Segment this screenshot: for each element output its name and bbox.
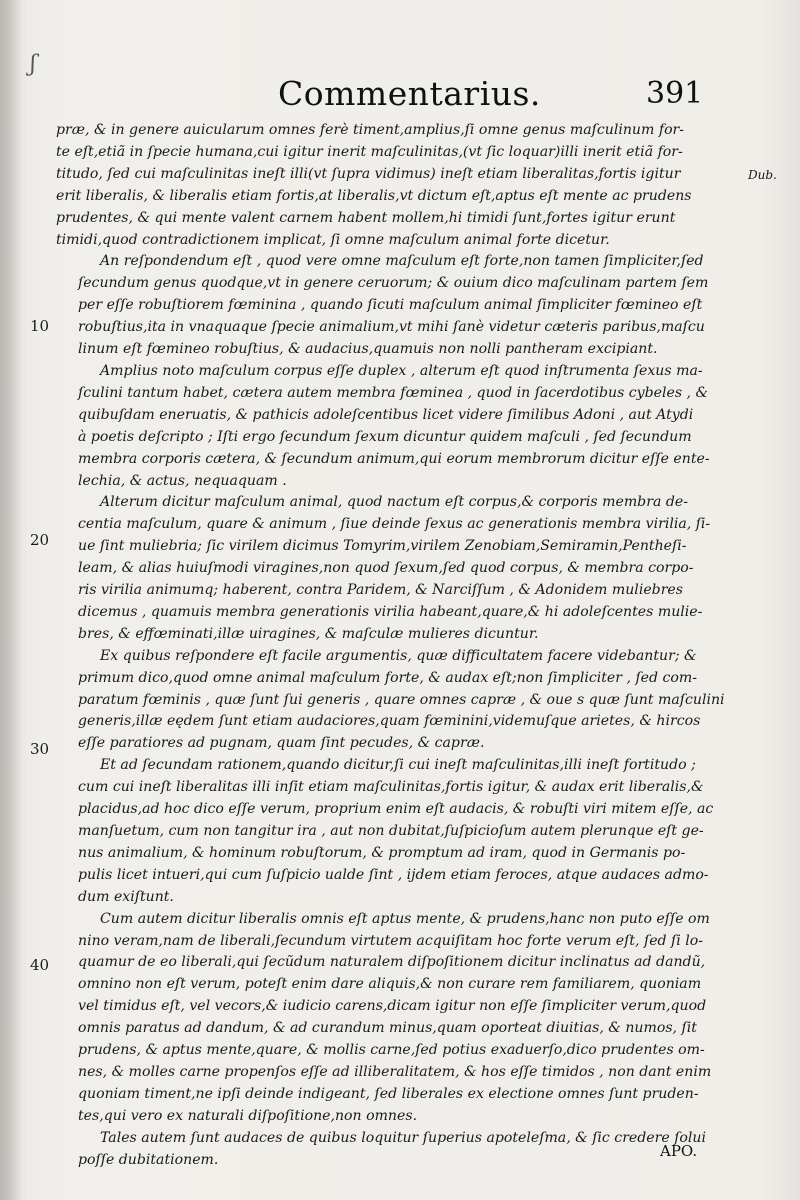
margin-line-number-40: 40 xyxy=(30,956,50,974)
text-line: Alterum dicitur maſculum animal, quod nactum eſt corpus,& corporis membra de- xyxy=(100,494,688,511)
text-line: bres, & effœminati,illæ uiragines, & maſculæ mulieres dicuntur. xyxy=(78,625,539,642)
text-line: omnis paratus ad dandum, & ad curandum minus,quam oporteat diuitias, & numos, ſit xyxy=(78,1020,697,1037)
paragraph xyxy=(56,755,744,908)
text-line: primum dico,quod omne animal maſculum forte, & audax eſt;non ſimpliciter , ſed com- xyxy=(78,669,698,686)
text-line: lechia, & actus, nequaquam . xyxy=(78,472,287,489)
text-line: timidi,quod contradictionem implicat, ſi omne maſculum animal forte dicetur. xyxy=(56,231,610,248)
text-line: nino veram,nam de liberali,ſecundum virtutem acquiſitam hoc forte verum eſt, ſed ſi lo- xyxy=(78,932,703,949)
paragraph xyxy=(56,361,744,492)
text-line: tes,qui vero ex naturali diſpoſitione,non omnes. xyxy=(78,1107,418,1124)
paragraph xyxy=(56,646,744,756)
text-line: leam, & alias huiuſmodi viragines,non quod ſexum,ſed quod corpus, & membra corpo- xyxy=(78,560,694,577)
corner-ink-mark: ʃ xyxy=(30,52,36,77)
text-line: Amplius noto maſculum corpus eſſe duplex , alterum eſt quod inſtrumenta ſexus ma- xyxy=(100,362,703,379)
text-line: nus animalium, & hominum robuſtorum, & promptum ad iram, quod in Germanis po- xyxy=(78,844,686,861)
margin-line-number-30: 30 xyxy=(30,740,50,758)
catchword: APO. xyxy=(660,1142,698,1160)
text-line: dum exiſtunt. xyxy=(78,888,174,905)
text-line: centia maſculum, quare & animum , ſiue deinde ſexus ac generationis membra virilia, ſi- xyxy=(78,516,711,533)
text-line: prudens, & aptus mente,quare, & mollis carne,ſed potius exaduerſo,dico prudentes om- xyxy=(78,1042,705,1059)
text-line: te eſt,etiã in ſpecie humana,cui igitur inerit maſculinitas,(vt ſic loquar)illi inerit etiã for- xyxy=(56,143,683,160)
text-line: ris virilia animumq; haberent, contra Paridem, & Narciſſum , & Adonidem muliebres xyxy=(78,582,683,599)
text-line: à poetis deſcripto ; Iſti ergo ſecundum ſexum dicuntur quidem maſculi , ſed ſecundum xyxy=(78,428,692,445)
text-line: præ, & in genere auicularum omnes ferè timent,amplius,ſi omne genus maſculinum for- xyxy=(56,122,685,138)
text-line: quamur de eo liberali,qui ſecũdum naturalem diſpoſitionem dicitur inclinatus ad dandũ, xyxy=(78,954,706,971)
paragraph xyxy=(56,909,744,1128)
text-line: manſuetum, cum non tangitur ira , aut non dubitat,ſuſpicioſum autem plerunque eſt ge- xyxy=(78,823,704,839)
text-line: prudentes, & qui mente valent carnem habent mollem,hi timidi ſunt,fortes igitur erunt xyxy=(56,209,676,226)
text-line: quoniam timent,ne ipſi deinde indigeant, ſed liberales ex electione omnes ſunt pruden- xyxy=(78,1085,699,1102)
text-line: poſſe dubitationem. xyxy=(78,1151,219,1168)
text-line: membra corporis cætera, & ſecundum animum,qui eorum membrorum dicitur eſſe ente- xyxy=(78,450,710,467)
text-line: per eſſe robuſtiorem fœminina , quando ſicuti maſculum animal ſimpliciter fœmineo eſt xyxy=(78,297,703,314)
text-line: erit liberalis, & liberalis etiam fortis,at liberalis,vt dictum eſt,aptus eſt mente ac prudens xyxy=(56,187,692,204)
text-line: vel timidus eſt, vel vecors,& iudicio carens,dicam igitur non eſſe ſimpliciter verum,quod xyxy=(78,998,707,1015)
text-line: Ex quibus reſpondere eſt facile argumentis, quæ difficultatem facere videbantur; & xyxy=(100,647,697,664)
text-line: generis,illæ eędem ſunt etiam audaciores,quam fœminini,videmuſque arietes, & hircos xyxy=(78,713,701,730)
text-line: Tales autem ſunt audaces de quibus loquitur ſuperius apoteleſma, & ſic credere ſolui xyxy=(100,1129,706,1146)
gutter-shadow xyxy=(0,0,22,1200)
paragraph xyxy=(56,492,744,645)
text-line: eſſe paratiores ad pugnam, quam ſint pecudes, & capræ. xyxy=(78,735,485,752)
text-line: placidus,ad hoc dico eſſe verum, proprium enim eſt audacis, & robuſti viri mitem eſſe, ac xyxy=(78,801,714,818)
text-line: pulis licet intueri,qui cum ſuſpicio ualde ſint , ijdem etiam feroces, atque audaces admo- xyxy=(78,866,709,883)
text-line: robuſtius,ita in vnaquaque ſpecie animalium,vt mihi ſanè videtur cæteris paribus,maſcu xyxy=(78,319,705,336)
text-line: linum eſt fœmineo robuſtius, & audacius,quamuis non nolli pantheram excipiant. xyxy=(78,341,658,358)
text-line: dicemus , quamuis membra generationis virilia habeant,quare,& hi adoleſcentes mulie- xyxy=(78,603,703,620)
text-line: Cum autem dicitur liberalis omnis eſt aptus mente, & prudens,hanc non puto eſſe om xyxy=(100,910,710,927)
text-line: cum cui ineſt liberalitas illi inſit etiam maſculinitas,fortis igitur, & audax erit liberalis,& xyxy=(78,779,704,796)
text-line: ſecundum genus quodque,vt in genere ceruorum; & ouium dico maſculinam partem ſem xyxy=(78,275,709,292)
margin-line-number-10: 10 xyxy=(30,317,50,335)
text-line: quibuſdam eneruatis, & pathicis adoleſcentibus licet videre ſimilibus Adoni , aut Atydi xyxy=(78,406,694,423)
text-line: ſculini tantum habet, cætera autem membra fœminea , quod in ſacerdotibus cybeles , & xyxy=(78,384,709,401)
paragraph xyxy=(56,1128,744,1172)
running-header xyxy=(0,66,800,116)
paragraph xyxy=(56,251,744,361)
text-line: nes, & molles carne propenſos eſſe ad illiberalitatem, & hos eſſe timidos , non dant enim xyxy=(78,1063,712,1080)
paragraph xyxy=(56,120,744,251)
text-line: ue ſint muliebria; ſic virilem dicimus Tomyrim,virilem Zenobiam,Semiramin,Pentheſi- xyxy=(78,538,687,555)
margin-line-number-20: 20 xyxy=(30,531,50,549)
text-line: paratum fœminis , quæ ſunt ſui generis , quare omnes capræ , & oue s quæ ſunt maſculini xyxy=(78,691,725,708)
page-number: 391 xyxy=(646,76,704,111)
commentary-text-block xyxy=(56,120,744,1172)
text-line: An reſpondendum eſt , quod vere omne maſculum eſt forte,non tamen ſimpliciter,ſed xyxy=(100,253,704,270)
text-line: omnino non eſt verum, poteſt enim dare aliquis,& non curare rem familiarem, quoniam xyxy=(78,976,702,993)
running-title: Commentarius. xyxy=(278,74,541,113)
text-line: titudo, ſed cui maſculinitas ineſt illi(vt ſupra vidimus) ineſt etiam liberalitas,fortis igitur xyxy=(56,165,681,182)
text-line: Et ad ſecundam rationem,quando dicitur,ſi cui ineſt maſculinitas,illi ineſt fortitudo ; xyxy=(100,757,696,774)
margin-note-dub: Dub. xyxy=(748,168,777,182)
